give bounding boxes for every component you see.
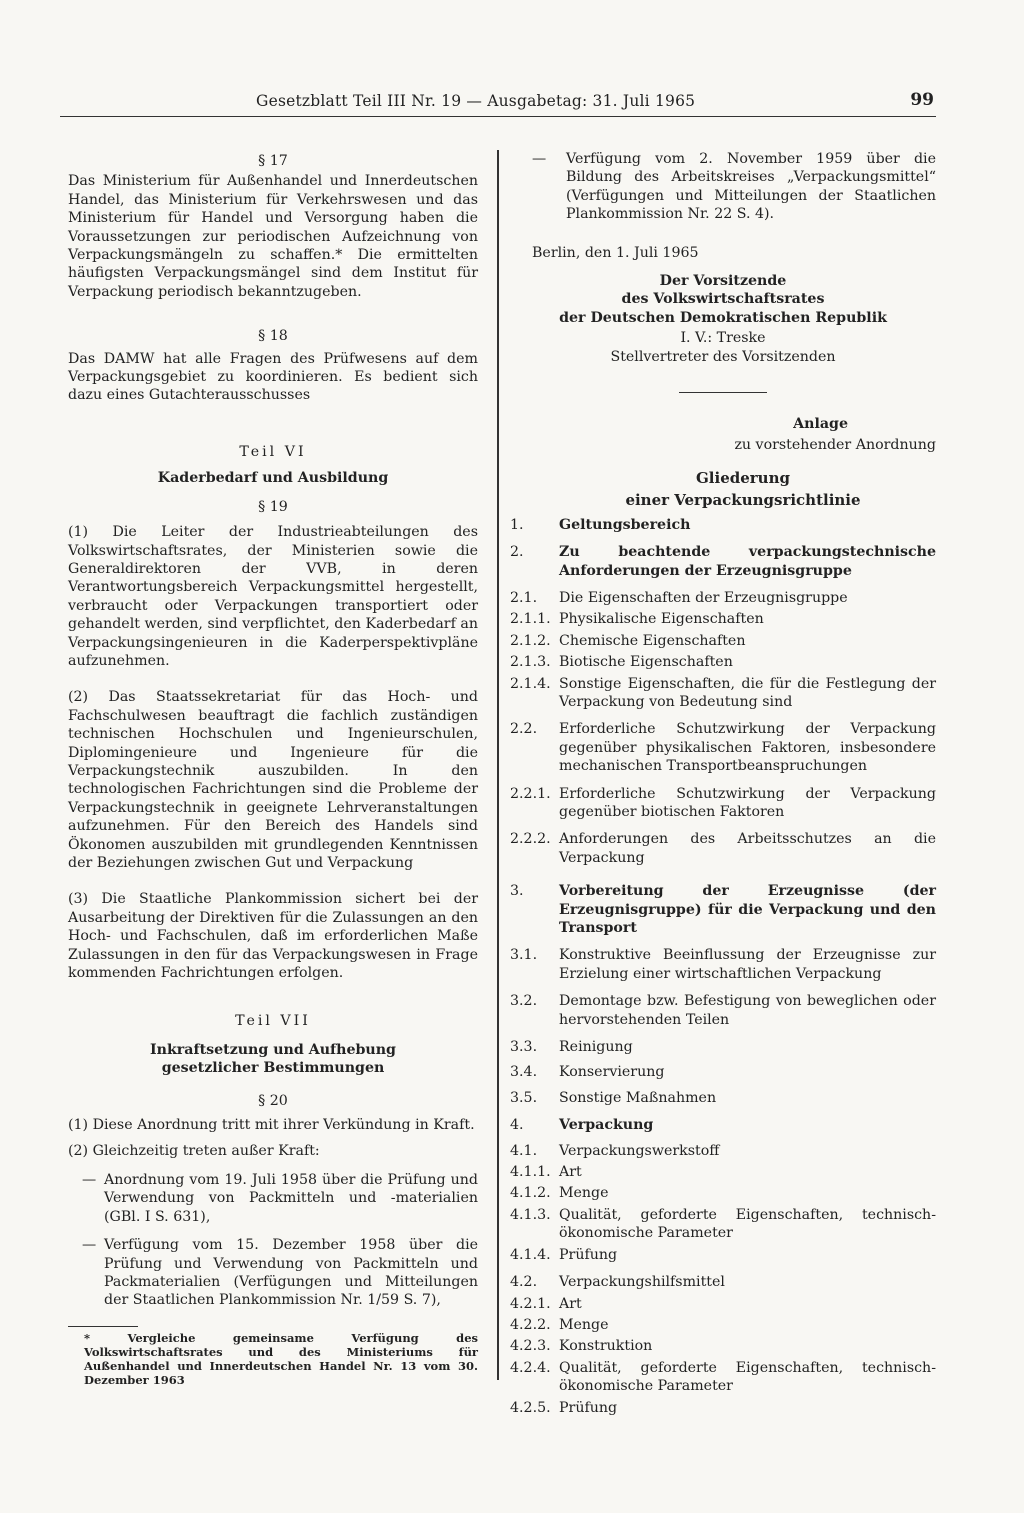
outline-item-number: 3.3. [510,1039,538,1056]
outline-item-text: Konstruktive Beeinflussung der Erzeugnisse zur Erzielung einer wirtschaftlichen Verpackung [559,947,936,982]
outline-item-number: 2.2.1. [510,785,551,802]
outline-item-text: Zu beachtende verpackungstechnische Anforderungen der Erzeugnisgruppe [559,544,936,579]
place-and-date: Berlin, den 1. Juli 1965 [532,244,699,261]
footnote: * Vergleiche gemeinsame Verfügung des Volkswirtschaftsrates und des Ministeriums für Außenhandel und Innerdeutschen Handel Nr. 13 vom 30. Dezember 1963 [84,1330,478,1387]
repeal-item [510,150,936,224]
outline-title-line-1: Gliederung [696,468,790,487]
outline-item [510,1273,936,1291]
outline-item [510,1089,936,1107]
outline-item [510,1399,936,1417]
outline-item-text: Sonstige Maßnahmen [559,1089,717,1106]
outline-item-text: Art [559,1295,582,1312]
outline-item-text: Verpackungshilfsmittel [559,1274,725,1291]
part-7-title-line-1: Inkraftsetzung und Aufhebung [150,1041,396,1058]
dash-bullet: — [82,1237,97,1254]
dash-bullet: — [82,1171,97,1188]
outline-item-number: 4.2.5. [510,1399,551,1416]
dash-bullet: — [532,151,547,167]
outline-item [510,610,936,628]
section-18-text: Das DAMW hat alle Fragen des Prüfwesens auf dem Verpackungsgebiet zu koordinieren. Es bedient sich dazu eines Gutachterausschusses [68,350,478,404]
outline-item-text: Qualität, geforderte Eigenschaften, technisch-ökonomische Parameter [559,1206,936,1242]
outline-item-text: Reinigung [559,1039,633,1056]
page-number: 99 [910,90,934,110]
outline-list [510,516,936,1417]
outline-item-text: Vorbereitung der Erzeugnisse (der Erzeugnisgruppe) für die Verpackung und den Transport [559,883,936,936]
outline-item [510,589,936,607]
header-title: Gesetzblatt Teil III Nr. 19 — Ausgabetag: 31. Juli 1965 [256,92,696,110]
outline-item-number: 4.1.4. [510,1246,551,1263]
outline-item-text: Konstruktion [559,1338,653,1355]
part-7-heading: Teil VII [235,1013,311,1030]
outline-item-text: Menge [559,1316,609,1333]
repeal-item-text: Verfügung vom 2. November 1959 über die Bildung des Arbeitskreises „Verpackungsmittel“ (Verfügungen und Mitteilungen der Staatlichen Plankommission Nr. 22 S. 4). [566,151,936,223]
outline-item [510,1184,936,1202]
outline-item-number: 2.2. [510,721,538,738]
outline-item [510,720,936,775]
outline-item-number: 2.1. [510,589,538,606]
annex-heading: Anlage [793,416,848,433]
part-7-title-line-2: gesetzlicher Bestimmungen [161,1060,385,1077]
outline-item [510,653,936,671]
outline-item-number: 3. [510,883,524,900]
outline-item-text: Die Eigenschaften der Erzeugnisgruppe [559,589,848,606]
outline-item [510,1246,936,1264]
outline-item-text: Sonstige Eigenschaften, die für die Festlegung der Verpackung von Bedeutung sind [559,675,936,710]
outline-item-number: 2.1.4. [510,675,551,692]
outline-item-text: Prüfung [559,1246,618,1263]
outline-item-number: 4.2.4. [510,1359,551,1376]
outline-item-text: Erforderliche Schutzwirkung der Verpackung gegenüber physikalischen Faktoren, insbesondere mechanischen Transportbeanspruchungen [559,721,936,775]
outline-item [510,785,936,822]
repeal-item [68,1236,478,1310]
part-6-title: Kaderbedarf und Ausbildung [157,470,389,487]
outline-item-text: Qualität, geforderte Eigenschaften, technisch-ökonomische Parameter [559,1359,936,1395]
outline-item-text: Erforderliche Schutzwirkung der Verpackung gegenüber biotischen Faktoren [559,785,936,820]
outline-item [510,1038,936,1056]
outline-item-number: 3.5. [510,1089,538,1106]
section-rule [679,392,767,393]
outline-item-number: 3.1. [510,947,538,964]
signature-title: Der Vorsitzende [659,273,787,290]
outline-item-number: 4.1.3. [510,1206,551,1223]
page-header [60,90,936,117]
outline-item [510,1359,936,1396]
outline-item [510,882,936,937]
outline-item-number: 2. [510,544,524,561]
outline-item-number: 2.1.1. [510,611,551,628]
outline-item-number: 4.2.3. [510,1338,551,1355]
outline-item [510,1206,936,1243]
right-column [510,150,936,1417]
outline-item-text: Geltungsbereich [559,516,691,533]
section-19-paragraph-3: (3) Die Staatliche Plankommission sichert bei der Ausarbeitung der Direktiven für die Zulassungen an den Hoch- und Fachschulen, daß im erforderlichen Maße Zulassungen in den für das Verpackungswesen in Frage kommenden Fachrichtungen erfolgen. [68,891,478,982]
outline-item [510,632,936,650]
section-19-heading: § 19 [258,498,288,515]
signature-state: der Deutschen Demokratischen Republik [559,309,887,326]
outline-title-line-2: einer Verpackungsrichtlinie [625,491,861,510]
repeal-item-text: Anordnung vom 19. Juli 1958 über die Prüfung und Verwendung von Packmitteln und -materialien (GBl. I S. 631), [104,1171,478,1225]
outline-item [510,1142,936,1160]
outline-item-text: Art [559,1164,582,1181]
annex-subtitle: zu vorstehender Anordnung [734,437,936,454]
footnote-rule [68,1326,138,1327]
outline-item [510,1063,936,1081]
outline-item-number: 4.2.1. [510,1295,551,1312]
outline-item-number: 4.1.1. [510,1164,551,1181]
outline-item-number: 2.2.2. [510,831,551,848]
outline-item-text: Demontage bzw. Befestigung von beweglichen oder hervorstehenden Teilen [559,993,936,1028]
outline-item-text: Biotische Eigenschaften [559,654,733,671]
outline-item-text: Anforderungen des Arbeitsschutzes an die Verpackung [559,831,936,866]
section-19-paragraph-1: (1) Die Leiter der Industrieabteilungen des Volkswirtschaftsrates, der Ministerien sowie die Generaldirektoren der VVB, in deren Verantwortungsbereich Verpackungsmittel hergestellt, verbraucht oder Verpackungen transportiert oder gehandelt werden, sind verpflichtet, den Kaderbedarf an Verpackungsingenieuren in die Kaderperspektivpläne aufzunehmen. [68,524,478,669]
section-20-paragraph-1: (1) Diese Anordnung tritt mit ihrer Verkündung in Kraft. [68,1117,475,1134]
outline-item [510,1163,936,1181]
outline-item [510,516,936,534]
signature-body: des Volkswirtschaftsrates [621,291,825,308]
outline-item-text: Chemische Eigenschaften [559,632,746,649]
outline-item-text: Verpackungswerkstoff [559,1142,720,1159]
outline-item-text: Physikalische Eigenschaften [559,611,764,628]
outline-item [510,1295,936,1313]
part-6-heading: Teil VI [239,443,307,460]
outline-item-number: 3.2. [510,993,538,1010]
outline-item [510,1316,936,1334]
outline-item [510,1116,936,1134]
left-column [68,150,478,1387]
outline-item [510,1337,936,1355]
outline-item [510,543,936,580]
outline-item-number: 4.1.2. [510,1185,551,1202]
outline-item-number: 2.1.3. [510,654,551,671]
section-20-paragraph-2: (2) Gleichzeitig treten außer Kraft: [68,1143,320,1160]
section-19-paragraph-2: (2) Das Staatssekretariat für das Hoch- und Fachschulwesen beauftragt die fachlich zuständigen technischen Hochschulen und Ingenieurschulen, Diplomingenieure und Ingenieure für die Verpackungstechnik auszubilden. In den technologischen Fachrichtungen sind die Probleme der Verpackungstechnik in geeignete Lehrveranstaltungen aufzunehmen. Für den Bereich des Handels sind Ökonomen auszubilden mit grundlegenden Kenntnissen der Beziehungen zwischen Gut und Verpackung [68,689,478,871]
repeal-item [68,1171,478,1226]
section-17-heading: § 17 [258,153,288,169]
outline-item-text: Verpackung [559,1117,654,1134]
outline-item-number: 4.2.2. [510,1316,551,1333]
outline-item-number: 1. [510,516,524,533]
outline-item-number: 3.4. [510,1064,538,1081]
column-divider [497,150,499,1380]
section-17-text: Das Ministerium für Außenhandel und Innerdeutschen Handel, das Ministerium für Verkehrswesen und das Ministerium für Handel und Versorgung haben die Voraussetzungen zur periodischen Aufzeichnung von Verpackungsmängeln zu schaffen.* Die ermittelten häufigsten Verpackungsmängel sind dem Institut für Verpackung periodisch bekanntzugeben. [68,173,478,300]
section-18-heading: § 18 [258,328,288,345]
outline-item-number: 4.1. [510,1142,538,1159]
repeal-item-text: Verfügung vom 15. Dezember 1958 über die Prüfung und Verwendung von Packmitteln und Packmaterialien (Verfügungen und Mitteilungen der Staatlichen Plankommission Nr. 1/59 S. 7), [104,1237,478,1309]
section-20-heading: § 20 [258,1092,288,1109]
signatory-name: I. V.: Treske [680,330,766,347]
outline-item-number: 4.2. [510,1274,538,1291]
outline-item-number: 4. [510,1117,524,1134]
outline-item-number: 2.1.2. [510,632,551,649]
outline-item-text: Konservierung [559,1064,665,1081]
outline-item [510,675,936,712]
outline-item-text: Menge [559,1185,609,1202]
outline-item [510,830,936,867]
signatory-role: Stellvertreter des Vorsitzenden [610,348,836,365]
outline-item-text: Prüfung [559,1399,618,1416]
outline-item [510,992,936,1029]
outline-item [510,946,936,983]
